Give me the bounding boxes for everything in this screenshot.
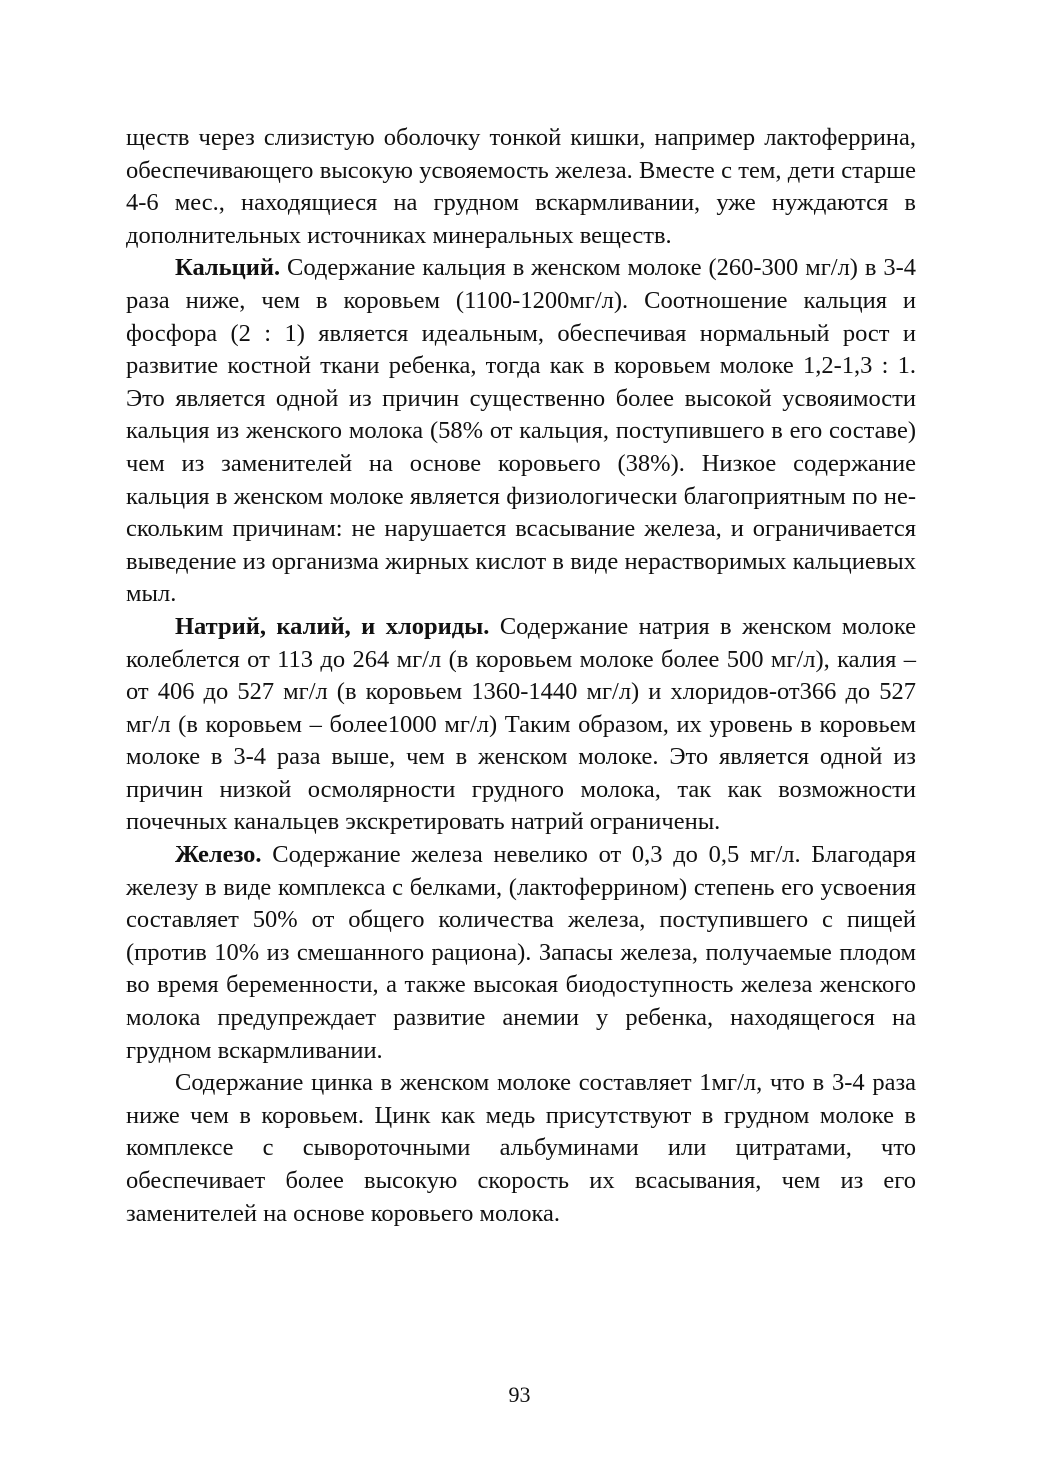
page-number: 93	[508, 1382, 531, 1407]
paragraph-heading-sodium: Натрий, калий, и хлориды.	[175, 612, 490, 640]
paragraph-iron	[126, 839, 916, 1067]
paragraph-text: Содержание железа невелико от 0,3 до 0,5 мг/л. Благодаря железу в виде комплекса с белками, (лактоферрином) степень его усвоения составляет 50% от общего количества железа, поступившего с пищей (против 10% из смешанного рациона). Запасы железа, получаемые плодом во время беременности, а также высокая биодоступность железа женского молока предупреждает развитие анемии у ребенка, находящегося на грудном вскармливании.	[126, 841, 916, 1064]
paragraph-heading-iron: Железо.	[175, 841, 262, 869]
paragraph-calcium	[126, 252, 916, 611]
paragraph-continued	[126, 122, 916, 252]
paragraph-sodium-potassium-chlorides	[126, 611, 916, 839]
paragraph-zinc	[126, 1067, 916, 1230]
body-text	[126, 122, 916, 1230]
paragraph-text: ществ через слизистую оболочку тонкой кишки, например лактоферрина, обеспечивающего высокую усвояемость железа. Вместе с тем, дети старше 4-6 мес., находящиеся на грудном вскармливании, уже нуждаются в дополнительных источниках минеральных веществ.	[126, 124, 916, 249]
paragraph-text: Содержание натрия в женском молоке колеблется от 113 до 264 мг/л (в коровьем молоке более 500 мг/л), калия – от 406 до 527 мг/л (в коровьем 1360-1440 мг/л) и хлоридов-от366 до 527 мг/л (в коровьем – более1000 мг/л) Таким образом, их уровень в коровьем молоке в 3-4 раза выше, чем в женском молоке. Это является одной из причин низкой осмолярности грудного молока, так как возможности почечных канальцев экскретировать натрий ограничены.	[126, 612, 916, 836]
paragraph-text: Содержание цинка в женском молоке составляет 1мг/л, что в 3-4 раза ниже чем в коровьем. Цинк как медь присутствуют в грудном молоке в комплексе с сывороточными альбуминами или цитратами, что обеспечивает более высокую скорость их всасывания, чем из его заменителей на основе коровьего молока.	[126, 1069, 916, 1227]
paragraph-heading-calcium: Кальций.	[175, 254, 281, 282]
paragraph-text: Содержание кальция в женском молоке (260-300 мг/л) в 3-4 раза ниже, чем в коровьем (1100-1200мг/л). Соотношение кальция и фосфора (2 : 1) является идеальным, обеспечивая нормальный рост и развитие костной ткани ребенка, тогда как в коровьем молоке 1,2-1,3 : 1. Это является одной из причин существенно более высокой усвояимости кальция из женского молока (58% от кальция, поступившего в его составе) чем из заменителей на основе коровьего (38%). Низкое содержание кальция в женском молоке является физиологически благоприятным по нескольким причинам: не нарушается всасывание железа, и ограничивается выведение из организма жирных кислот в виде нерастворимых кальциевых мыл.	[126, 254, 916, 608]
